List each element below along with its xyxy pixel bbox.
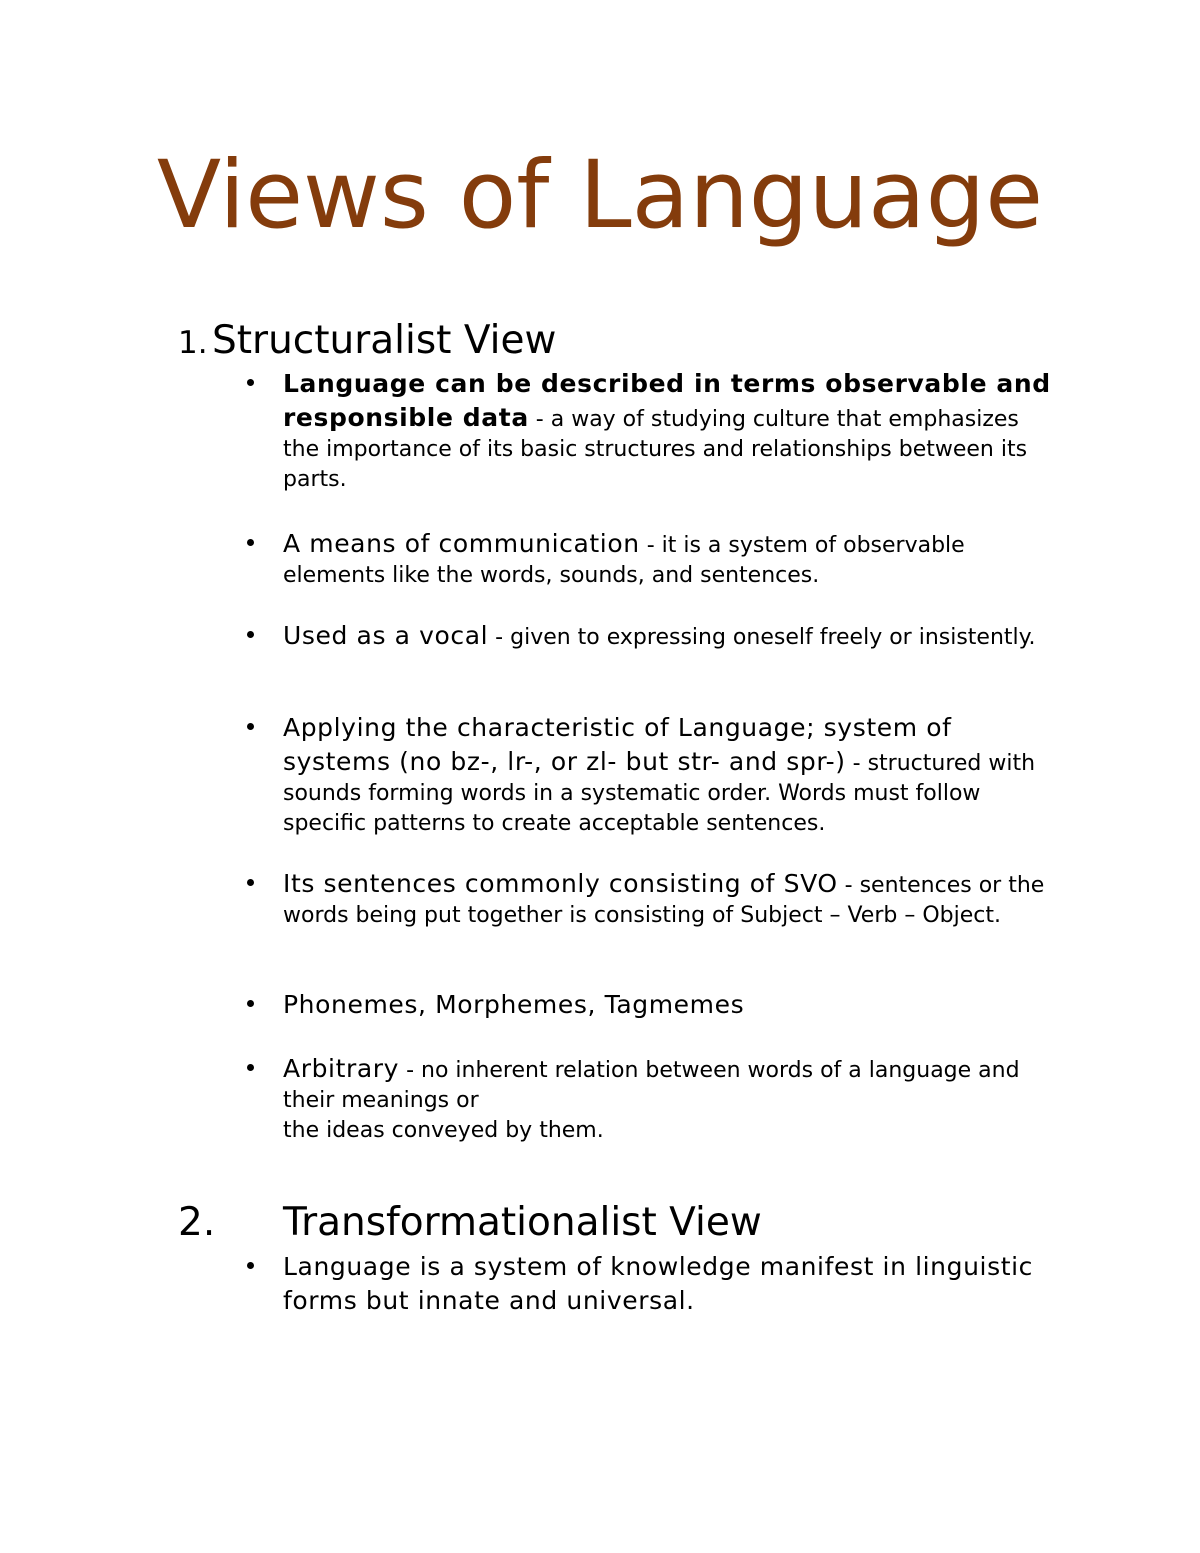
item-description: - no inherent relation between words of a language and their meanings or bbox=[283, 1058, 1020, 1113]
item-description: - structured with sounds forming words in a systematic order. Words must follow specific patterns to create acceptable sentences. bbox=[283, 751, 1036, 836]
item-term: Arbitrary bbox=[283, 1054, 400, 1083]
section-title: Structuralist View bbox=[212, 318, 557, 363]
item-term: Phonemes, Morphemes, Tagmemes bbox=[283, 990, 745, 1019]
list-item bbox=[283, 527, 1053, 591]
section-heading-transformationalist bbox=[178, 1200, 762, 1246]
item-term: A means of communication bbox=[283, 529, 640, 558]
section-title: Transformationalist View bbox=[283, 1200, 762, 1245]
bullet-dot-icon bbox=[247, 723, 254, 730]
bullet-dot-icon bbox=[247, 1064, 254, 1071]
bullet-dot-icon bbox=[247, 539, 254, 546]
item-term: Used as a vocal bbox=[283, 621, 489, 650]
bullet-dot-icon bbox=[247, 879, 254, 886]
list-item bbox=[283, 367, 1053, 495]
item-term: Its sentences commonly consisting of SVO bbox=[283, 869, 838, 898]
section-number: 2. bbox=[178, 1200, 216, 1245]
item-description: - given to expressing oneself freely or insistently. bbox=[488, 625, 1036, 650]
section-heading-structuralist bbox=[178, 318, 556, 366]
page-title: Views of Language bbox=[156, 141, 1044, 250]
item-term: Applying the characteristic of Language; system of systems (no bz-, lr-, or zl- but str- and spr-) bbox=[283, 713, 952, 776]
list-item bbox=[283, 1250, 1053, 1318]
list-item bbox=[283, 988, 1053, 1022]
item-description: - a way of studying culture that emphasizes the importance of its basic structures and relationships between its parts. bbox=[283, 407, 1028, 492]
list-item bbox=[283, 1052, 1053, 1146]
item-description: - it is a system of observable elements like the words, sounds, and sentences. bbox=[283, 533, 965, 588]
item-term: Language is a system of knowledge manifest in linguistic forms but innate and universal. bbox=[283, 1252, 1034, 1315]
list-item bbox=[283, 867, 1053, 931]
list-item bbox=[283, 619, 1053, 653]
bullet-dot-icon bbox=[247, 631, 254, 638]
bullet-dot-icon bbox=[247, 1000, 254, 1007]
list-item bbox=[283, 711, 1053, 839]
item-description-continued: the ideas conveyed by them. bbox=[283, 1118, 604, 1143]
item-term: Language can be described in terms observable and responsible data bbox=[283, 369, 1051, 432]
section-number: 1. bbox=[178, 325, 208, 361]
bullet-dot-icon bbox=[247, 379, 254, 386]
bullet-dot-icon bbox=[247, 1262, 254, 1269]
item-description: - sentences or the words being put together is consisting of Subject – Verb – Object. bbox=[283, 873, 1045, 928]
